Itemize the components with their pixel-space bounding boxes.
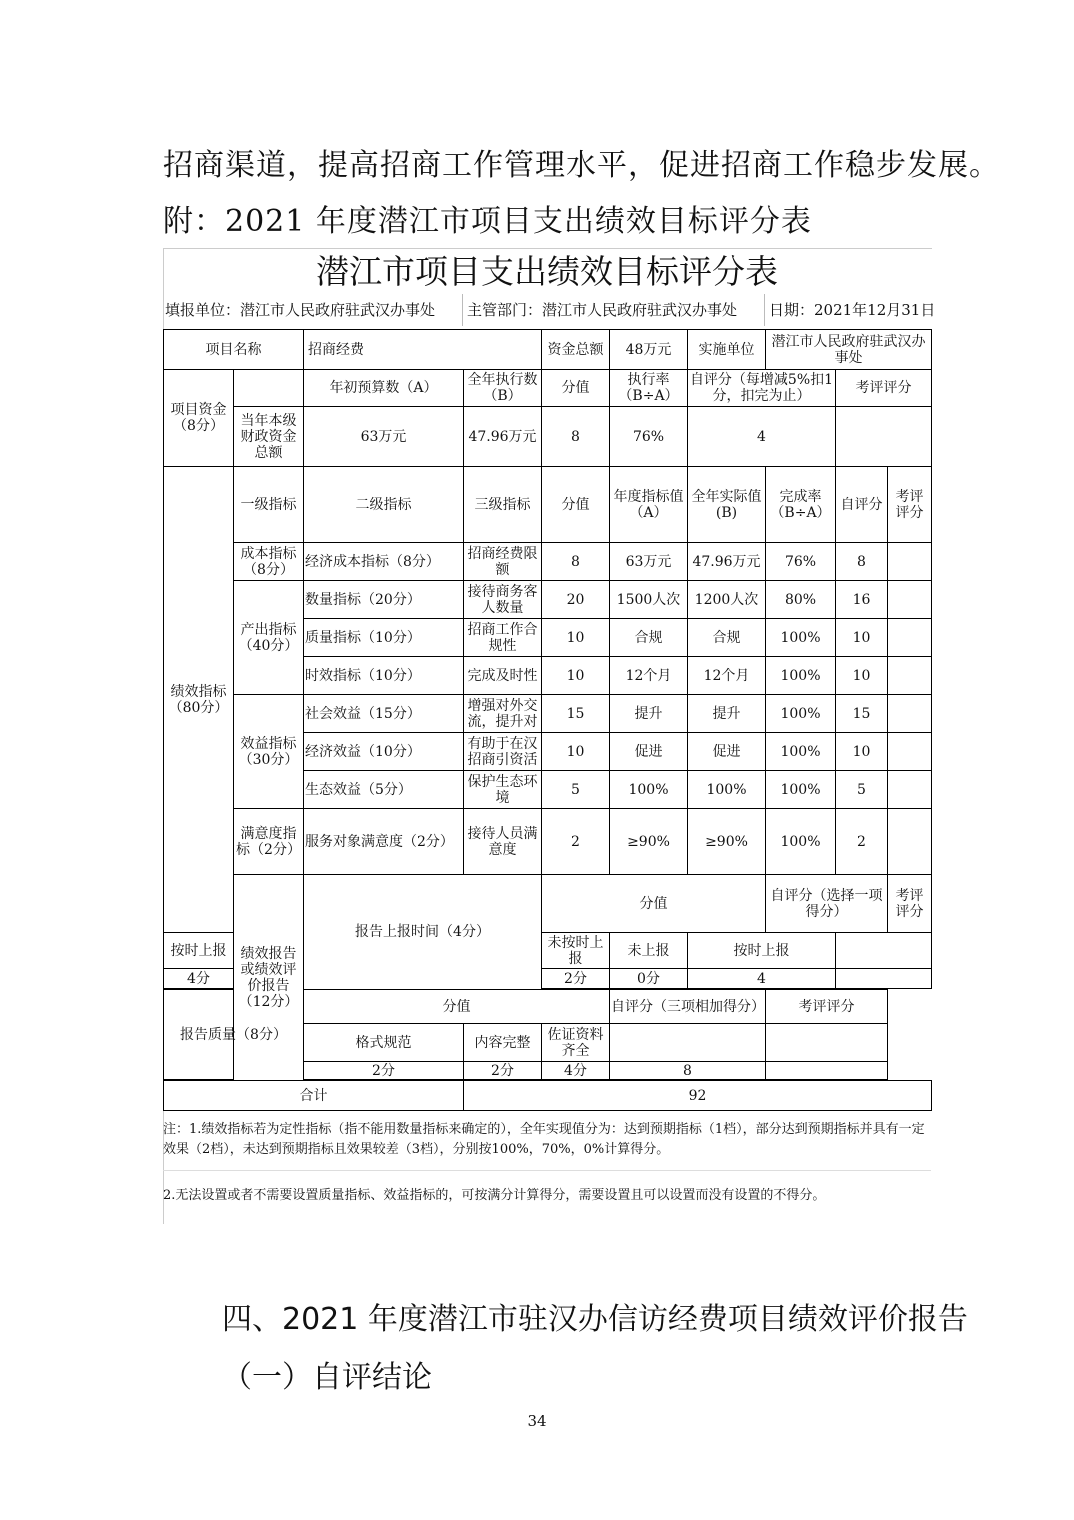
page-number: 34 — [527, 1412, 547, 1430]
rate-cell: 100% — [766, 771, 836, 809]
table-row — [164, 370, 932, 407]
group-output: 产出指标（40分） — [234, 581, 304, 695]
perf-col-target: 年度指标值（A） — [610, 467, 688, 543]
report-quality-label: 报告质量（8分） — [164, 990, 304, 1080]
l3-cell: 完成及时性 — [464, 657, 542, 695]
l2-cell: 数量指标（20分） — [304, 581, 464, 619]
report-time-score-hdr: 分值 — [542, 875, 766, 933]
l2-cell: 经济效益（10分） — [304, 733, 464, 771]
project-name-value: 招商经费 — [304, 330, 542, 370]
fund-budget: 63万元 — [304, 407, 464, 467]
table-row — [164, 330, 932, 370]
score-cell: 10 — [542, 657, 610, 695]
col-self: 自评分（每增减5%扣1分，扣完为止） — [688, 370, 836, 407]
review-cell — [888, 619, 932, 657]
self-cell: 10 — [836, 657, 888, 695]
l3-cell: 接待人员满意度 — [464, 809, 542, 875]
review-cell — [888, 657, 932, 695]
actual-cell: 1200人次 — [688, 581, 766, 619]
review-cell — [888, 771, 932, 809]
self-score-cell: 4 — [688, 969, 836, 989]
fund-exec: 47.96万元 — [464, 407, 542, 467]
l3-cell: 增强对外交流，提升对 — [464, 695, 542, 733]
fund-total-value: 48万元 — [610, 330, 688, 370]
score-cell: 15 — [542, 695, 610, 733]
points-cell: 4分 — [164, 969, 234, 989]
total-label: 合计 — [164, 1081, 464, 1111]
score-table — [163, 329, 932, 1111]
table-row — [164, 695, 932, 733]
note-2: 2.无法设置或者不需要设置质量指标、效益指标的，可按满分计算得分，需要设置且可以设置而没有设置的不得分。 — [163, 1188, 826, 1203]
actual-cell: 47.96万元 — [688, 543, 766, 581]
l3-cell: 接待商务客人数量 — [464, 581, 542, 619]
fund-rate: 76% — [610, 407, 688, 467]
option-cell: 佐证资料齐全 — [542, 1024, 610, 1062]
header-divider — [462, 294, 463, 326]
l2-cell: 时效指标（10分） — [304, 657, 464, 695]
self-choice-cell: 按时上报 — [688, 933, 836, 969]
review-cell — [888, 581, 932, 619]
target-cell: 提升 — [610, 695, 688, 733]
target-cell: 100% — [610, 771, 688, 809]
option-cell: 格式规范 — [304, 1024, 464, 1062]
perf-col-l2: 二级指标 — [304, 467, 464, 543]
project-name-label: 项目名称 — [164, 330, 304, 370]
l3-cell: 保护生态环境 — [464, 771, 542, 809]
rate-cell: 100% — [766, 809, 836, 875]
l2-cell: 生态效益（5分） — [304, 771, 464, 809]
target-cell: 63万元 — [610, 543, 688, 581]
option-cell: 未按时上报 — [542, 933, 610, 969]
self-cell: 10 — [836, 733, 888, 771]
perf-col-score: 分值 — [542, 467, 610, 543]
reporting-unit: 填报单位：潜江市人民政府驻武汉办事处 — [165, 301, 436, 319]
empty-cell — [766, 1062, 888, 1080]
self-cell: 2 — [836, 809, 888, 875]
l2-cell: 服务对象满意度（2分） — [304, 809, 464, 875]
target-cell: ≥90% — [610, 809, 688, 875]
self-score-cell: 8 — [610, 1062, 766, 1080]
table-row — [164, 407, 932, 467]
actual-cell: 12个月 — [688, 657, 766, 695]
fund-self: 4 — [688, 407, 836, 467]
points-cell: 2分 — [304, 1062, 464, 1080]
review-cell — [888, 733, 932, 771]
actual-cell: ≥90% — [688, 809, 766, 875]
rate-cell: 100% — [766, 657, 836, 695]
option-cell: 按时上报 — [164, 933, 234, 969]
report-time-self-hdr: 自评分（选择一项得分） — [766, 875, 888, 933]
target-cell: 合规 — [610, 619, 688, 657]
impl-unit-value: 潜江市人民政府驻武汉办事处 — [766, 330, 932, 370]
subsection-heading: （一）自评结论 — [222, 1360, 432, 1395]
report-date: 日期：2021年12月31日 — [769, 301, 936, 319]
actual-cell: 合规 — [688, 619, 766, 657]
body-paragraph: 招商渠道，提高招商工作管理水平，促进招商工作稳步发展。 — [163, 148, 1000, 183]
col-rate: 执行率（B÷A） — [610, 370, 688, 407]
group-satisfaction: 满意度指标（2分） — [234, 809, 304, 875]
col-score: 分值 — [542, 370, 610, 407]
report-time-review-hdr: 考评评分 — [888, 875, 932, 933]
rate-cell: 80% — [766, 581, 836, 619]
note-divider — [163, 1170, 931, 1171]
rate-cell: 100% — [766, 619, 836, 657]
score-cell: 2 — [542, 809, 610, 875]
report-quality-review-hdr: 考评评分 — [766, 990, 888, 1024]
report-section-label: 绩效报告或绩效评价报告（12分） — [234, 875, 304, 1081]
rate-cell: 76% — [766, 543, 836, 581]
option-cell: 未上报 — [610, 933, 688, 969]
actual-cell: 提升 — [688, 695, 766, 733]
col-review: 考评评分 — [836, 370, 932, 407]
actual-cell: 100% — [688, 771, 766, 809]
group-cost: 成本指标（8分） — [234, 543, 304, 581]
col-exec: 全年执行数（B） — [464, 370, 542, 407]
l2-cell: 质量指标（10分） — [304, 619, 464, 657]
group-benefit: 效益指标（30分） — [234, 695, 304, 809]
l2-cell: 经济成本指标（8分） — [304, 543, 464, 581]
l3-cell: 有助于在汉招商引资活 — [464, 733, 542, 771]
target-cell: 促进 — [610, 733, 688, 771]
table-row — [164, 467, 932, 543]
self-cell: 15 — [836, 695, 888, 733]
fund-row-label: 当年本级财政资金总额 — [234, 407, 304, 467]
review-cell — [888, 695, 932, 733]
target-cell: 1500人次 — [610, 581, 688, 619]
header-divider — [764, 294, 765, 326]
col-budget: 年初预算数（A） — [304, 370, 464, 407]
score-cell: 10 — [542, 733, 610, 771]
score-cell: 20 — [542, 581, 610, 619]
perf-col-l1: 一级指标 — [234, 467, 304, 543]
option-cell: 内容完整 — [464, 1024, 542, 1062]
impl-unit-label: 实施单位 — [688, 330, 766, 370]
empty-cell — [836, 969, 932, 989]
self-cell: 16 — [836, 581, 888, 619]
points-cell: 4分 — [542, 1062, 610, 1080]
review-cell — [888, 543, 932, 581]
empty-cell — [766, 1024, 888, 1062]
fund-section-label: 项目资金（8分） — [164, 370, 234, 467]
points-cell: 2分 — [542, 969, 610, 989]
review-cell — [888, 809, 932, 875]
total-value: 92 — [464, 1081, 932, 1111]
fund-score: 8 — [542, 407, 610, 467]
section-heading: 四、2021 年度潜江市驻汉办信访经费项目绩效评价报告 — [222, 1302, 968, 1337]
perf-section-label: 绩效指标（80分） — [164, 467, 234, 933]
self-cell: 8 — [836, 543, 888, 581]
fund-review — [836, 407, 932, 467]
l3-cell: 招商工作合规性 — [464, 619, 542, 657]
table-row — [164, 1081, 932, 1111]
l2-cell: 社会效益（15分） — [304, 695, 464, 733]
score-cell: 5 — [542, 771, 610, 809]
points-cell: 0分 — [610, 969, 688, 989]
supervising-dept: 主管部门：潜江市人民政府驻武汉办事处 — [467, 301, 738, 319]
perf-col-l3: 三级指标 — [464, 467, 542, 543]
points-cell: 2分 — [464, 1062, 542, 1080]
perf-col-rate: 完成率（B÷A） — [766, 467, 836, 543]
empty-cell — [836, 933, 932, 969]
rate-cell: 100% — [766, 733, 836, 771]
perf-col-actual: 全年实际值(B) — [688, 467, 766, 543]
report-time-label: 报告上报时间（4分） — [304, 875, 542, 990]
note-1: 注：1.绩效指标若为定性指标（指不能用数量指标来确定的），全年实现值分为：达到预期指标（1档），部分达到预期指标并具有一定效果（2档），未达到预期指标且效果较差（3档），分别按100%，70%，0%计算得分。 — [163, 1122, 925, 1157]
table-row — [164, 581, 932, 619]
actual-cell: 促进 — [688, 733, 766, 771]
perf-col-review: 考评评分 — [888, 467, 932, 543]
target-cell: 12个月 — [610, 657, 688, 695]
table-row — [164, 875, 932, 933]
table-row — [164, 809, 932, 875]
self-cell: 5 — [836, 771, 888, 809]
appendix-caption: 附：2021 年度潜江市项目支出绩效目标评分表 — [163, 204, 812, 239]
report-quality-self-hdr: 自评分（三项相加得分） — [610, 990, 766, 1024]
report-quality-score-hdr: 分值 — [304, 990, 610, 1024]
empty-cell — [234, 370, 304, 407]
self-cell: 10 — [836, 619, 888, 657]
fund-total-label: 资金总额 — [542, 330, 610, 370]
perf-col-self: 自评分 — [836, 467, 888, 543]
rate-cell: 100% — [766, 695, 836, 733]
empty-cell — [610, 1024, 766, 1062]
l3-cell: 招商经费限额 — [464, 543, 542, 581]
score-cell: 10 — [542, 619, 610, 657]
table-title: 潜江市项目支出绩效目标评分表 — [316, 252, 778, 291]
table-row — [164, 543, 932, 581]
score-cell: 8 — [542, 543, 610, 581]
